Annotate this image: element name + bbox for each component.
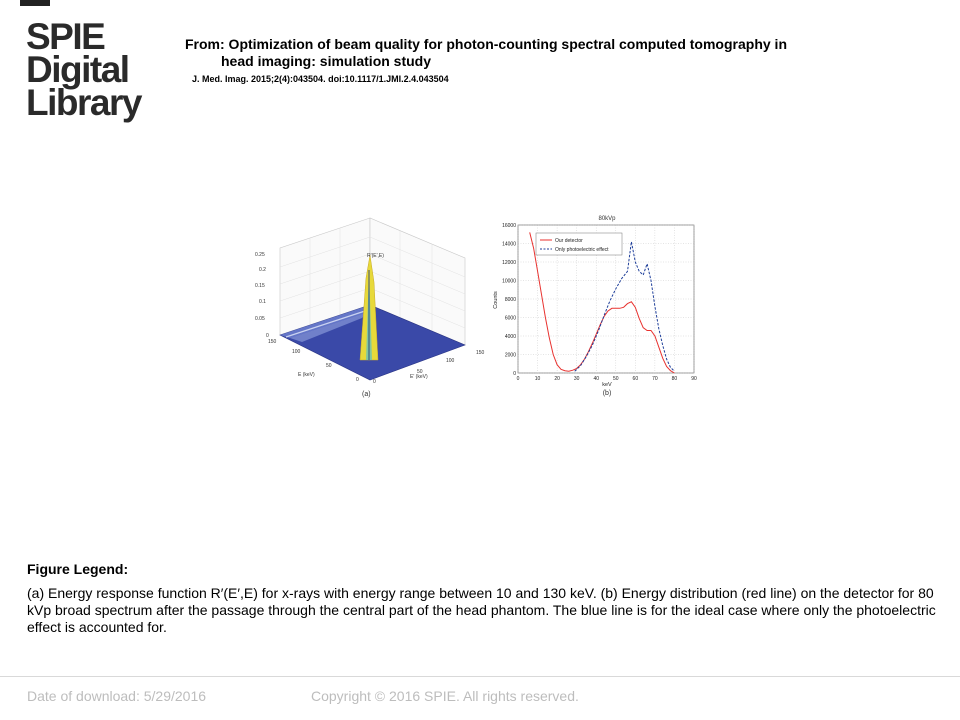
x-tick-label: 50	[612, 376, 619, 382]
z-tick-label: 0	[266, 333, 269, 339]
chart-legend	[536, 233, 622, 255]
x-tick-label: 80	[671, 376, 678, 382]
z-tick-label: 0.05	[255, 316, 265, 322]
y-tick-label: 0	[513, 370, 516, 377]
panel-b-chart	[493, 216, 697, 397]
figure-legend-text: (a) Energy response function R′(E′,E) for x-rays with energy range between 10 and 130 keV. (b) Energy distribution (red line) on the detector for 80 kVp broad spectrum after the passage through the central part of the head phantom. The blue line is for the ideal case where only the photoelectric effect is accounted for.	[27, 585, 936, 635]
ep-tick-label: 100	[446, 358, 455, 364]
article-citation: J. Med. Imag. 2015;2(4):043504. doi:10.1117/1.JMI.2.4.043504	[192, 74, 449, 84]
ep-tick-label: 50	[417, 369, 423, 375]
z-tick-label: 0.25	[255, 252, 265, 258]
panel-a-z-label: R'(E',E)	[367, 253, 384, 259]
corner-mark	[20, 0, 50, 6]
figure-legend-heading: Figure Legend:	[27, 561, 129, 577]
z-tick-label: 0.15	[255, 283, 265, 289]
chart-title: 80kVp	[598, 216, 616, 222]
x-tick-label: 10	[534, 376, 541, 382]
y-tick-label: 16000	[502, 222, 516, 229]
figure-panels	[250, 210, 710, 405]
ep-tick-label: 0	[373, 379, 376, 385]
panel-a	[255, 218, 485, 398]
x-tick-label: 0	[516, 376, 520, 382]
panel-a-e-label: E (keV)	[298, 372, 315, 378]
y-tick-label: 8000	[504, 296, 516, 303]
x-tick-label: 90	[691, 376, 697, 382]
y-axis-label: Counts	[493, 291, 499, 309]
z-tick-label: 0.1	[259, 299, 266, 305]
y-tick-label: 14000	[502, 241, 516, 248]
x-tick-label: 30	[573, 376, 580, 382]
x-tick-label: 70	[652, 376, 658, 382]
y-tick-label: 6000	[504, 315, 516, 322]
article-title-line2: head imaging: simulation study	[221, 53, 432, 69]
e-tick-label: 0	[356, 377, 359, 383]
ep-tick-label: 150	[476, 350, 485, 356]
logo-line-2: Digital	[26, 49, 129, 90]
copyright-notice: Copyright © 2016 SPIE. All rights reserved.	[311, 688, 579, 704]
y-tick-label: 4000	[504, 333, 516, 340]
x-tick-label: 20	[554, 376, 560, 382]
panel-a-caption: (a)	[362, 391, 371, 398]
x-tick-label: 40	[593, 376, 600, 382]
x-tick-label: 60	[632, 376, 639, 382]
y-tick-label: 2000	[504, 352, 516, 359]
y-tick-label: 10000	[502, 278, 516, 285]
z-tick-label: 0.2	[259, 267, 266, 273]
logo-line-3: Library	[26, 82, 141, 123]
spie-digital-library-logo	[26, 16, 151, 123]
logo-line-1: SPIE	[26, 16, 105, 57]
article-title-line1: From: Optimization of beam quality for photon-counting spectral computed tomography in	[185, 36, 787, 52]
e-tick-label: 150	[268, 339, 277, 345]
x-axis-label: keV	[602, 382, 612, 388]
e-tick-label: 100	[292, 349, 301, 355]
legend-label: Only photoelectric effect	[555, 247, 609, 253]
footer-divider	[0, 676, 960, 677]
panel-b-caption: (b)	[602, 390, 612, 397]
e-tick-label: 50	[326, 363, 332, 369]
article-title	[185, 36, 905, 70]
y-tick-label: 12000	[502, 259, 516, 266]
legend-label: Our detector	[555, 238, 583, 244]
panel-a-ep-label: E' (keV)	[410, 374, 428, 380]
download-date: Date of download: 5/29/2016	[27, 688, 207, 704]
